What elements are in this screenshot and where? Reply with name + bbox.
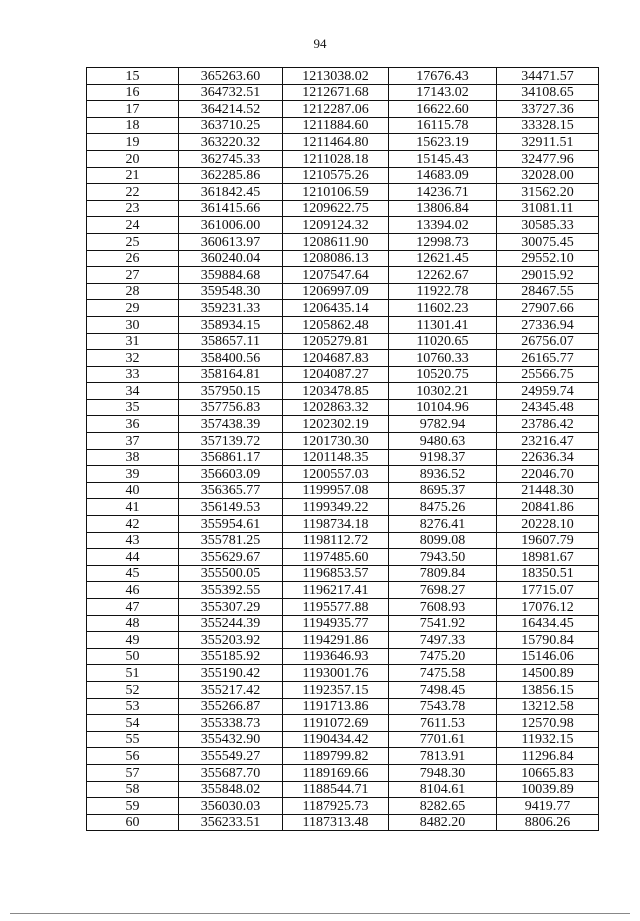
row-index-cell: 42 <box>87 516 179 533</box>
value-d-cell: 18981.67 <box>497 549 599 566</box>
table-row <box>87 150 599 167</box>
value-d-cell: 29552.10 <box>497 250 599 267</box>
value-a-cell: 359548.30 <box>179 283 283 300</box>
value-b-cell: 1202863.32 <box>283 399 389 416</box>
value-c-cell: 7608.93 <box>389 599 497 616</box>
value-d-cell: 27907.66 <box>497 300 599 317</box>
value-c-cell: 8282.65 <box>389 798 497 815</box>
value-c-cell: 7475.58 <box>389 665 497 682</box>
table-row <box>87 283 599 300</box>
value-c-cell: 7497.33 <box>389 632 497 649</box>
value-a-cell: 358164.81 <box>179 366 283 383</box>
row-index-cell: 43 <box>87 532 179 549</box>
value-c-cell: 8276.41 <box>389 516 497 533</box>
table-row <box>87 715 599 732</box>
value-b-cell: 1206997.09 <box>283 283 389 300</box>
value-a-cell: 355954.61 <box>179 516 283 533</box>
table-row <box>87 748 599 765</box>
value-d-cell: 32477.96 <box>497 150 599 167</box>
value-a-cell: 355338.73 <box>179 715 283 732</box>
value-a-cell: 355217.42 <box>179 681 283 698</box>
value-c-cell: 11922.78 <box>389 283 497 300</box>
value-d-cell: 33328.15 <box>497 117 599 134</box>
table-row <box>87 250 599 267</box>
value-b-cell: 1204087.27 <box>283 366 389 383</box>
row-index-cell: 26 <box>87 250 179 267</box>
value-d-cell: 30075.45 <box>497 233 599 250</box>
value-d-cell: 28467.55 <box>497 283 599 300</box>
value-a-cell: 359231.33 <box>179 300 283 317</box>
value-b-cell: 1188544.71 <box>283 781 389 798</box>
value-b-cell: 1194935.77 <box>283 615 389 632</box>
value-b-cell: 1196853.57 <box>283 565 389 582</box>
value-d-cell: 16434.45 <box>497 615 599 632</box>
value-a-cell: 361415.66 <box>179 200 283 217</box>
value-a-cell: 355266.87 <box>179 698 283 715</box>
value-a-cell: 355203.92 <box>179 632 283 649</box>
table-body <box>87 68 599 831</box>
value-d-cell: 29015.92 <box>497 267 599 284</box>
row-index-cell: 48 <box>87 615 179 632</box>
value-a-cell: 355244.39 <box>179 615 283 632</box>
value-c-cell: 13394.02 <box>389 217 497 234</box>
value-b-cell: 1210575.26 <box>283 167 389 184</box>
table-row <box>87 350 599 367</box>
value-b-cell: 1199957.08 <box>283 482 389 499</box>
row-index-cell: 24 <box>87 217 179 234</box>
value-c-cell: 16115.78 <box>389 117 497 134</box>
value-a-cell: 364732.51 <box>179 84 283 101</box>
table-row <box>87 516 599 533</box>
row-index-cell: 60 <box>87 814 179 831</box>
value-a-cell: 360240.04 <box>179 250 283 267</box>
value-c-cell: 8695.37 <box>389 482 497 499</box>
row-index-cell: 16 <box>87 84 179 101</box>
value-d-cell: 13856.15 <box>497 681 599 698</box>
value-b-cell: 1212287.06 <box>283 101 389 118</box>
table-row <box>87 200 599 217</box>
value-a-cell: 356861.17 <box>179 449 283 466</box>
value-b-cell: 1193001.76 <box>283 665 389 682</box>
value-c-cell: 7813.91 <box>389 748 497 765</box>
value-c-cell: 7701.61 <box>389 731 497 748</box>
value-b-cell: 1201730.30 <box>283 433 389 450</box>
row-index-cell: 33 <box>87 366 179 383</box>
value-d-cell: 27336.94 <box>497 316 599 333</box>
row-index-cell: 19 <box>87 134 179 151</box>
row-index-cell: 54 <box>87 715 179 732</box>
value-c-cell: 7498.45 <box>389 681 497 698</box>
value-a-cell: 361006.00 <box>179 217 283 234</box>
row-index-cell: 25 <box>87 233 179 250</box>
value-d-cell: 20228.10 <box>497 516 599 533</box>
value-a-cell: 356603.09 <box>179 466 283 483</box>
value-c-cell: 12262.67 <box>389 267 497 284</box>
value-a-cell: 358657.11 <box>179 333 283 350</box>
value-a-cell: 361842.45 <box>179 184 283 201</box>
table-row <box>87 233 599 250</box>
table-row <box>87 632 599 649</box>
value-c-cell: 10760.33 <box>389 350 497 367</box>
table-row <box>87 333 599 350</box>
value-a-cell: 355190.42 <box>179 665 283 682</box>
value-a-cell: 363710.25 <box>179 117 283 134</box>
table-row <box>87 731 599 748</box>
value-d-cell: 19607.79 <box>497 532 599 549</box>
row-index-cell: 58 <box>87 781 179 798</box>
value-c-cell: 14236.71 <box>389 184 497 201</box>
row-index-cell: 27 <box>87 267 179 284</box>
table-row <box>87 482 599 499</box>
value-c-cell: 9480.63 <box>389 433 497 450</box>
value-b-cell: 1187925.73 <box>283 798 389 815</box>
value-b-cell: 1210106.59 <box>283 184 389 201</box>
table-row <box>87 134 599 151</box>
value-b-cell: 1189169.66 <box>283 764 389 781</box>
row-index-cell: 32 <box>87 350 179 367</box>
value-d-cell: 24959.74 <box>497 383 599 400</box>
value-c-cell: 9782.94 <box>389 416 497 433</box>
value-a-cell: 360613.97 <box>179 233 283 250</box>
value-b-cell: 1191072.69 <box>283 715 389 732</box>
row-index-cell: 39 <box>87 466 179 483</box>
value-d-cell: 17076.12 <box>497 599 599 616</box>
value-d-cell: 22636.34 <box>497 449 599 466</box>
value-c-cell: 14683.09 <box>389 167 497 184</box>
value-a-cell: 355781.25 <box>179 532 283 549</box>
row-index-cell: 15 <box>87 68 179 85</box>
value-d-cell: 24345.48 <box>497 399 599 416</box>
table-row <box>87 117 599 134</box>
row-index-cell: 29 <box>87 300 179 317</box>
row-index-cell: 35 <box>87 399 179 416</box>
row-index-cell: 37 <box>87 433 179 450</box>
table-row <box>87 167 599 184</box>
value-b-cell: 1209124.32 <box>283 217 389 234</box>
table-row <box>87 101 599 118</box>
value-a-cell: 356233.51 <box>179 814 283 831</box>
value-a-cell: 355432.90 <box>179 731 283 748</box>
value-d-cell: 23216.47 <box>497 433 599 450</box>
value-c-cell: 7543.78 <box>389 698 497 715</box>
table-row <box>87 267 599 284</box>
value-d-cell: 18350.51 <box>497 565 599 582</box>
value-d-cell: 11932.15 <box>497 731 599 748</box>
table-row <box>87 416 599 433</box>
value-c-cell: 16622.60 <box>389 101 497 118</box>
value-a-cell: 357438.39 <box>179 416 283 433</box>
value-d-cell: 34108.65 <box>497 84 599 101</box>
value-b-cell: 1205279.81 <box>283 333 389 350</box>
value-c-cell: 11020.65 <box>389 333 497 350</box>
value-b-cell: 1205862.48 <box>283 316 389 333</box>
value-d-cell: 31081.11 <box>497 200 599 217</box>
value-c-cell: 8099.08 <box>389 532 497 549</box>
value-c-cell: 12998.73 <box>389 233 497 250</box>
value-a-cell: 355307.29 <box>179 599 283 616</box>
value-c-cell: 15145.43 <box>389 150 497 167</box>
value-c-cell: 8104.61 <box>389 781 497 798</box>
value-b-cell: 1193646.93 <box>283 648 389 665</box>
table-row <box>87 68 599 85</box>
value-d-cell: 31562.20 <box>497 184 599 201</box>
value-c-cell: 7475.20 <box>389 648 497 665</box>
row-index-cell: 31 <box>87 333 179 350</box>
table-row <box>87 316 599 333</box>
row-index-cell: 36 <box>87 416 179 433</box>
table-row <box>87 549 599 566</box>
value-d-cell: 26756.07 <box>497 333 599 350</box>
row-index-cell: 44 <box>87 549 179 566</box>
value-c-cell: 10302.21 <box>389 383 497 400</box>
value-a-cell: 355687.70 <box>179 764 283 781</box>
value-b-cell: 1208611.90 <box>283 233 389 250</box>
row-index-cell: 34 <box>87 383 179 400</box>
value-c-cell: 8936.52 <box>389 466 497 483</box>
data-table <box>86 67 599 831</box>
row-index-cell: 30 <box>87 316 179 333</box>
value-b-cell: 1197485.60 <box>283 549 389 566</box>
table-row <box>87 665 599 682</box>
table-row <box>87 300 599 317</box>
value-c-cell: 17676.43 <box>389 68 497 85</box>
value-a-cell: 355392.55 <box>179 582 283 599</box>
value-a-cell: 358934.15 <box>179 316 283 333</box>
value-c-cell: 11301.41 <box>389 316 497 333</box>
value-c-cell: 7698.27 <box>389 582 497 599</box>
value-c-cell: 10104.96 <box>389 399 497 416</box>
table-row <box>87 184 599 201</box>
value-a-cell: 365263.60 <box>179 68 283 85</box>
value-d-cell: 33727.36 <box>497 101 599 118</box>
value-d-cell: 15146.06 <box>497 648 599 665</box>
value-d-cell: 10665.83 <box>497 764 599 781</box>
row-index-cell: 22 <box>87 184 179 201</box>
value-a-cell: 355185.92 <box>179 648 283 665</box>
value-c-cell: 17143.02 <box>389 84 497 101</box>
value-a-cell: 358400.56 <box>179 350 283 367</box>
value-d-cell: 14500.89 <box>497 665 599 682</box>
value-b-cell: 1211464.80 <box>283 134 389 151</box>
value-c-cell: 8482.20 <box>389 814 497 831</box>
value-b-cell: 1202302.19 <box>283 416 389 433</box>
value-b-cell: 1209622.75 <box>283 200 389 217</box>
value-d-cell: 11296.84 <box>497 748 599 765</box>
value-a-cell: 357139.72 <box>179 433 283 450</box>
value-b-cell: 1195577.88 <box>283 599 389 616</box>
row-index-cell: 21 <box>87 167 179 184</box>
value-b-cell: 1191713.86 <box>283 698 389 715</box>
table-row <box>87 798 599 815</box>
row-index-cell: 53 <box>87 698 179 715</box>
table-row <box>87 399 599 416</box>
value-a-cell: 357756.83 <box>179 399 283 416</box>
row-index-cell: 57 <box>87 764 179 781</box>
value-d-cell: 26165.77 <box>497 350 599 367</box>
table-row <box>87 615 599 632</box>
value-c-cell: 8475.26 <box>389 499 497 516</box>
value-b-cell: 1207547.64 <box>283 267 389 284</box>
table-row <box>87 449 599 466</box>
row-index-cell: 56 <box>87 748 179 765</box>
value-a-cell: 355500.05 <box>179 565 283 582</box>
value-d-cell: 8806.26 <box>497 814 599 831</box>
value-b-cell: 1204687.83 <box>283 350 389 367</box>
value-c-cell: 7541.92 <box>389 615 497 632</box>
value-a-cell: 364214.52 <box>179 101 283 118</box>
value-b-cell: 1208086.13 <box>283 250 389 267</box>
table-row <box>87 781 599 798</box>
value-d-cell: 23786.42 <box>497 416 599 433</box>
row-index-cell: 23 <box>87 200 179 217</box>
value-d-cell: 22046.70 <box>497 466 599 483</box>
value-b-cell: 1187313.48 <box>283 814 389 831</box>
table-row <box>87 499 599 516</box>
row-index-cell: 46 <box>87 582 179 599</box>
row-index-cell: 38 <box>87 449 179 466</box>
value-a-cell: 356149.53 <box>179 499 283 516</box>
value-a-cell: 355549.27 <box>179 748 283 765</box>
row-index-cell: 45 <box>87 565 179 582</box>
value-d-cell: 10039.89 <box>497 781 599 798</box>
row-index-cell: 41 <box>87 499 179 516</box>
row-index-cell: 50 <box>87 648 179 665</box>
table-row <box>87 433 599 450</box>
value-a-cell: 362285.86 <box>179 167 283 184</box>
value-a-cell: 363220.32 <box>179 134 283 151</box>
page-number: 94 <box>313 36 327 51</box>
table-row <box>87 217 599 234</box>
value-d-cell: 15790.84 <box>497 632 599 649</box>
table-row <box>87 698 599 715</box>
value-b-cell: 1211028.18 <box>283 150 389 167</box>
row-index-cell: 59 <box>87 798 179 815</box>
value-a-cell: 362745.33 <box>179 150 283 167</box>
value-b-cell: 1212671.68 <box>283 84 389 101</box>
value-c-cell: 11602.23 <box>389 300 497 317</box>
row-index-cell: 47 <box>87 599 179 616</box>
value-b-cell: 1213038.02 <box>283 68 389 85</box>
value-b-cell: 1201148.35 <box>283 449 389 466</box>
value-d-cell: 25566.75 <box>497 366 599 383</box>
value-b-cell: 1190434.42 <box>283 731 389 748</box>
table-row <box>87 814 599 831</box>
value-b-cell: 1198112.72 <box>283 532 389 549</box>
value-a-cell: 357950.15 <box>179 383 283 400</box>
value-d-cell: 20841.86 <box>497 499 599 516</box>
value-d-cell: 30585.33 <box>497 217 599 234</box>
value-d-cell: 12570.98 <box>497 715 599 732</box>
value-c-cell: 9198.37 <box>389 449 497 466</box>
table-row <box>87 84 599 101</box>
value-b-cell: 1198734.18 <box>283 516 389 533</box>
table-row <box>87 466 599 483</box>
value-d-cell: 13212.58 <box>497 698 599 715</box>
value-d-cell: 34471.57 <box>497 68 599 85</box>
row-index-cell: 17 <box>87 101 179 118</box>
value-d-cell: 21448.30 <box>497 482 599 499</box>
table-row <box>87 366 599 383</box>
value-c-cell: 13806.84 <box>389 200 497 217</box>
value-c-cell: 15623.19 <box>389 134 497 151</box>
value-c-cell: 7611.53 <box>389 715 497 732</box>
value-b-cell: 1211884.60 <box>283 117 389 134</box>
value-a-cell: 355848.02 <box>179 781 283 798</box>
value-a-cell: 359884.68 <box>179 267 283 284</box>
value-d-cell: 32911.51 <box>497 134 599 151</box>
value-d-cell: 32028.00 <box>497 167 599 184</box>
value-c-cell: 12621.45 <box>389 250 497 267</box>
value-b-cell: 1189799.82 <box>283 748 389 765</box>
value-b-cell: 1203478.85 <box>283 383 389 400</box>
value-c-cell: 7809.84 <box>389 565 497 582</box>
table-row <box>87 532 599 549</box>
row-index-cell: 55 <box>87 731 179 748</box>
row-index-cell: 40 <box>87 482 179 499</box>
table-row <box>87 648 599 665</box>
value-b-cell: 1200557.03 <box>283 466 389 483</box>
table-row <box>87 565 599 582</box>
value-b-cell: 1194291.86 <box>283 632 389 649</box>
row-index-cell: 20 <box>87 150 179 167</box>
table-row <box>87 582 599 599</box>
row-index-cell: 18 <box>87 117 179 134</box>
value-d-cell: 9419.77 <box>497 798 599 815</box>
value-a-cell: 356030.03 <box>179 798 283 815</box>
value-b-cell: 1206435.14 <box>283 300 389 317</box>
value-a-cell: 355629.67 <box>179 549 283 566</box>
value-c-cell: 7943.50 <box>389 549 497 566</box>
row-index-cell: 49 <box>87 632 179 649</box>
value-c-cell: 10520.75 <box>389 366 497 383</box>
row-index-cell: 28 <box>87 283 179 300</box>
table-row <box>87 599 599 616</box>
table-row <box>87 681 599 698</box>
value-b-cell: 1196217.41 <box>283 582 389 599</box>
bottom-divider <box>10 913 630 914</box>
value-c-cell: 7948.30 <box>389 764 497 781</box>
row-index-cell: 51 <box>87 665 179 682</box>
row-index-cell: 52 <box>87 681 179 698</box>
value-b-cell: 1199349.22 <box>283 499 389 516</box>
value-d-cell: 17715.07 <box>497 582 599 599</box>
table-row <box>87 764 599 781</box>
value-b-cell: 1192357.15 <box>283 681 389 698</box>
value-a-cell: 356365.77 <box>179 482 283 499</box>
table-row <box>87 383 599 400</box>
